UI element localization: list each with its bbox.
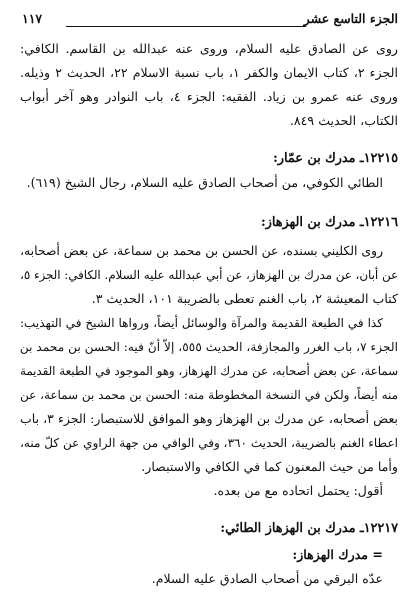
text-line: بعض أصحابه، عن مدرك بن الهزهاز وهو الموافق للاستبصار: الجزء ٣، باب [20, 411, 398, 426]
page-header [22, 11, 398, 33]
header-rule [66, 26, 306, 27]
text-line: روى الكليني بسنده، عن الحسن بن محمد بن سماعة، عن بعض أصحابه، [20, 243, 383, 258]
text-line: عدّه البرقي من أصحاب الصادق عليه السلام. [151, 571, 383, 586]
entry-heading-12216: ١٢٢١٦ـ مدرك بن الهزهاز: [260, 215, 398, 230]
entry-heading-12215: ١٢٢١٥ـ مدرك بن عمّار: [273, 151, 398, 166]
text-line: اعطاء الغنم بالضريبة، الحديث ٣٦٠، وفي الوافي من جهة الراوي عن كلّ منه، [20, 436, 398, 450]
text-line: منه أيضاً، ولكن في النسخة المخطوطة منه: الحسن بن محمد بن سماعة، عن [20, 388, 398, 402]
text-line: الكتاب، الحديث ٨٤٩. [289, 113, 398, 128]
text-line: عن أبان، عن مدرك بن الهزهاز، عن أبي عبدالله عليه السلام. الكافي: الجزء ٥، [20, 268, 398, 282]
text-line: روى عن الصادق عليه السلام، وروى عنه عبدالله بن القاسم. الكافي: [20, 41, 398, 56]
text-line: الجزء ٢، كتاب الايمان والكفر ١، باب نسبة الاسلام ٢٢، الحديث ٢ وذيله. [20, 65, 398, 80]
text-line: الجزء ٧، باب الغرر والمجازفة، الحديث ٥٥٥، إلاّ أنّ فيه: الحسن بن محمد بن [19, 340, 398, 354]
text-line: كذا في الطبعة القديمة والمرآة والوسائل أيضاً، ورواها الشيخ في التهذيب: [20, 316, 383, 330]
text-line: سماعة، عن بعض أصحابه، عن مدرك الهزهاز، وهو الموجود في الطبعة القديمة [20, 364, 398, 378]
entry-heading-12217: ١٢٢١٧ـ مدرك بن الهزهاز الطائي: [220, 521, 398, 536]
text-line: وروى عنه عمرو بن زياد. الفقيه: الجزء ٤، باب النوادر وهو آخر أبواب [20, 89, 398, 104]
text-line: وأما من حيث المعنون كما في الكافي والاستبصار. [141, 459, 398, 474]
cross-reference: = مدرك الهزهاز: [292, 547, 383, 562]
running-title: الجزء التاسع عشر [303, 11, 398, 26]
remark-line: أقول: يحتمل اتحاده مع من بعده. [213, 483, 383, 498]
page-number: ١١٧ [22, 11, 43, 26]
text-line: كتاب المعيشة ٢، باب الغنم تعطى بالضريبة ١٠١، الحديث ٣. [91, 291, 398, 306]
text-line: الطائي الكوفي، من أصحاب الصادق عليه السلام، رجال الشيخ (٦١٩). [26, 175, 383, 190]
